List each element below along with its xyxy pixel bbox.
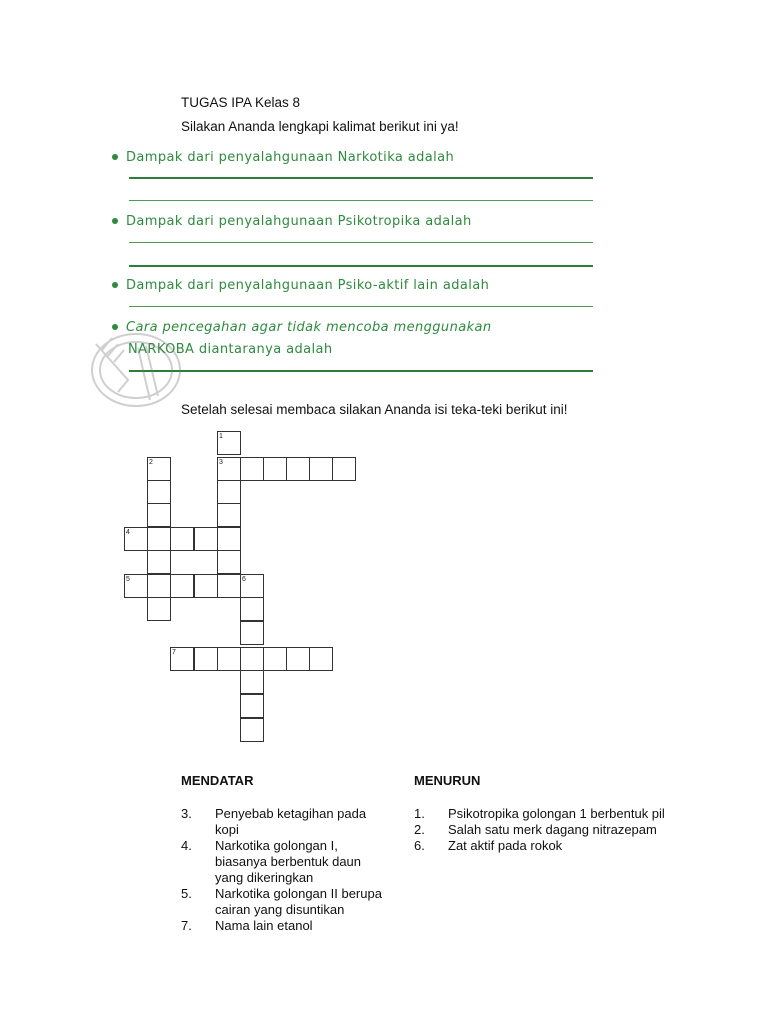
crossword-cell[interactable] bbox=[309, 647, 333, 671]
bullet-icon bbox=[112, 218, 118, 224]
crossword-cell[interactable] bbox=[240, 597, 264, 621]
crossword-cell[interactable] bbox=[240, 621, 264, 645]
crossword-cell[interactable] bbox=[217, 574, 241, 598]
question-1-text: Dampak dari penyalahgunaan Narkotika adalah bbox=[126, 150, 455, 165]
crossword-cell[interactable] bbox=[147, 503, 171, 527]
answer-line[interactable] bbox=[129, 242, 593, 243]
question-1 bbox=[112, 150, 454, 165]
answer-line[interactable] bbox=[129, 177, 593, 179]
clue-number: 2. bbox=[414, 822, 425, 837]
across-list bbox=[181, 806, 391, 934]
crossword-cell[interactable] bbox=[147, 550, 171, 574]
clue-text: Nama lain etanol bbox=[215, 918, 313, 933]
bullet-icon bbox=[112, 324, 118, 330]
crossword-number: 7 bbox=[172, 649, 176, 656]
crossword-cell[interactable] bbox=[240, 694, 264, 718]
crossword-cell[interactable] bbox=[240, 457, 264, 481]
crossword-number: 1 bbox=[219, 433, 223, 440]
crossword-number: 2 bbox=[149, 459, 153, 466]
crossword-cell[interactable] bbox=[286, 647, 310, 671]
crossword-cell[interactable] bbox=[147, 480, 171, 504]
crossword-cell[interactable] bbox=[263, 647, 287, 671]
crossword-cell[interactable] bbox=[170, 574, 194, 598]
down-clues bbox=[414, 773, 684, 854]
bullet-icon bbox=[112, 154, 118, 160]
crossword-number: 4 bbox=[126, 529, 130, 536]
question-4-text-cont: NARKOBA diantaranya adalah bbox=[128, 342, 333, 357]
crossword-cell[interactable] bbox=[332, 457, 356, 481]
page-title: TUGAS IPA Kelas 8 bbox=[181, 95, 301, 110]
down-clue bbox=[414, 806, 684, 822]
down-clue bbox=[414, 838, 684, 854]
crossword-cell[interactable] bbox=[309, 457, 333, 481]
crossword-number: 3 bbox=[219, 459, 223, 466]
crossword-cell[interactable] bbox=[240, 718, 264, 742]
across-clues bbox=[181, 773, 391, 934]
down-heading: MENURUN bbox=[414, 773, 481, 788]
clue-number: 7. bbox=[181, 918, 192, 933]
answer-line[interactable] bbox=[129, 200, 593, 201]
question-2-text: Dampak dari penyalahgunaan Psikotropika adalah bbox=[126, 214, 472, 229]
answer-line[interactable] bbox=[129, 265, 593, 267]
answer-line[interactable] bbox=[129, 370, 593, 372]
across-clue bbox=[181, 886, 391, 918]
crossword-intro: Setelah selesai membaca silakan Ananda isi teka-teki berikut ini! bbox=[181, 402, 568, 417]
crossword-cell[interactable] bbox=[217, 647, 241, 671]
crossword-cell[interactable] bbox=[147, 527, 171, 551]
crossword-cell[interactable] bbox=[263, 457, 287, 481]
instruction-text: Silakan Ananda lengkapi kalimat berikut ini ya! bbox=[181, 119, 459, 134]
crossword-cell[interactable] bbox=[240, 670, 264, 694]
crossword-cell[interactable] bbox=[147, 574, 171, 598]
clue-text: Penyebab ketagihan pada kopi bbox=[215, 806, 367, 837]
across-clue bbox=[181, 918, 391, 934]
crossword-cell[interactable] bbox=[217, 550, 241, 574]
across-clue bbox=[181, 806, 391, 838]
bullet-icon bbox=[112, 282, 118, 288]
crossword-cell[interactable] bbox=[217, 503, 241, 527]
crossword-cell[interactable] bbox=[217, 527, 241, 551]
down-clue bbox=[414, 822, 684, 838]
crossword-number: 5 bbox=[126, 576, 130, 583]
across-heading: MENDATAR bbox=[181, 773, 254, 788]
down-list bbox=[414, 806, 684, 854]
clue-text: Salah satu merk dagang nitrazepam bbox=[448, 822, 657, 837]
clue-number: 6. bbox=[414, 838, 425, 853]
question-4-text: Cara pencegahan agar tidak mencoba menggunakan bbox=[126, 320, 492, 335]
question-3-text: Dampak dari penyalahgunaan Psiko-aktif lain adalah bbox=[126, 278, 490, 293]
crossword-cell[interactable] bbox=[286, 457, 310, 481]
answer-line[interactable] bbox=[129, 306, 593, 307]
question-3 bbox=[112, 278, 489, 293]
question-2 bbox=[112, 214, 472, 229]
clue-text: Narkotika golongan I, biasanya berbentuk daun yang dikeringkan bbox=[215, 838, 362, 885]
clue-text: Zat aktif pada rokok bbox=[448, 838, 563, 853]
crossword-cell[interactable] bbox=[194, 527, 218, 551]
crossword-cell[interactable] bbox=[194, 647, 218, 671]
utensil-watermark-icon bbox=[88, 330, 188, 410]
crossword-cell[interactable] bbox=[170, 527, 194, 551]
clue-number: 5. bbox=[181, 886, 192, 901]
crossword-cell[interactable] bbox=[147, 597, 171, 621]
clue-number: 3. bbox=[181, 806, 192, 821]
crossword-cell[interactable] bbox=[217, 480, 241, 504]
clue-text: Psikotropika golongan 1 berbentuk pil bbox=[448, 806, 665, 821]
crossword-cell[interactable] bbox=[240, 647, 264, 671]
clue-number: 1. bbox=[414, 806, 425, 821]
clue-text: Narkotika golongan II berupa cairan yang disuntikan bbox=[215, 886, 382, 917]
clue-number: 4. bbox=[181, 838, 192, 853]
across-clue bbox=[181, 838, 391, 886]
crossword-number: 6 bbox=[242, 576, 246, 583]
crossword-cell[interactable] bbox=[194, 574, 218, 598]
